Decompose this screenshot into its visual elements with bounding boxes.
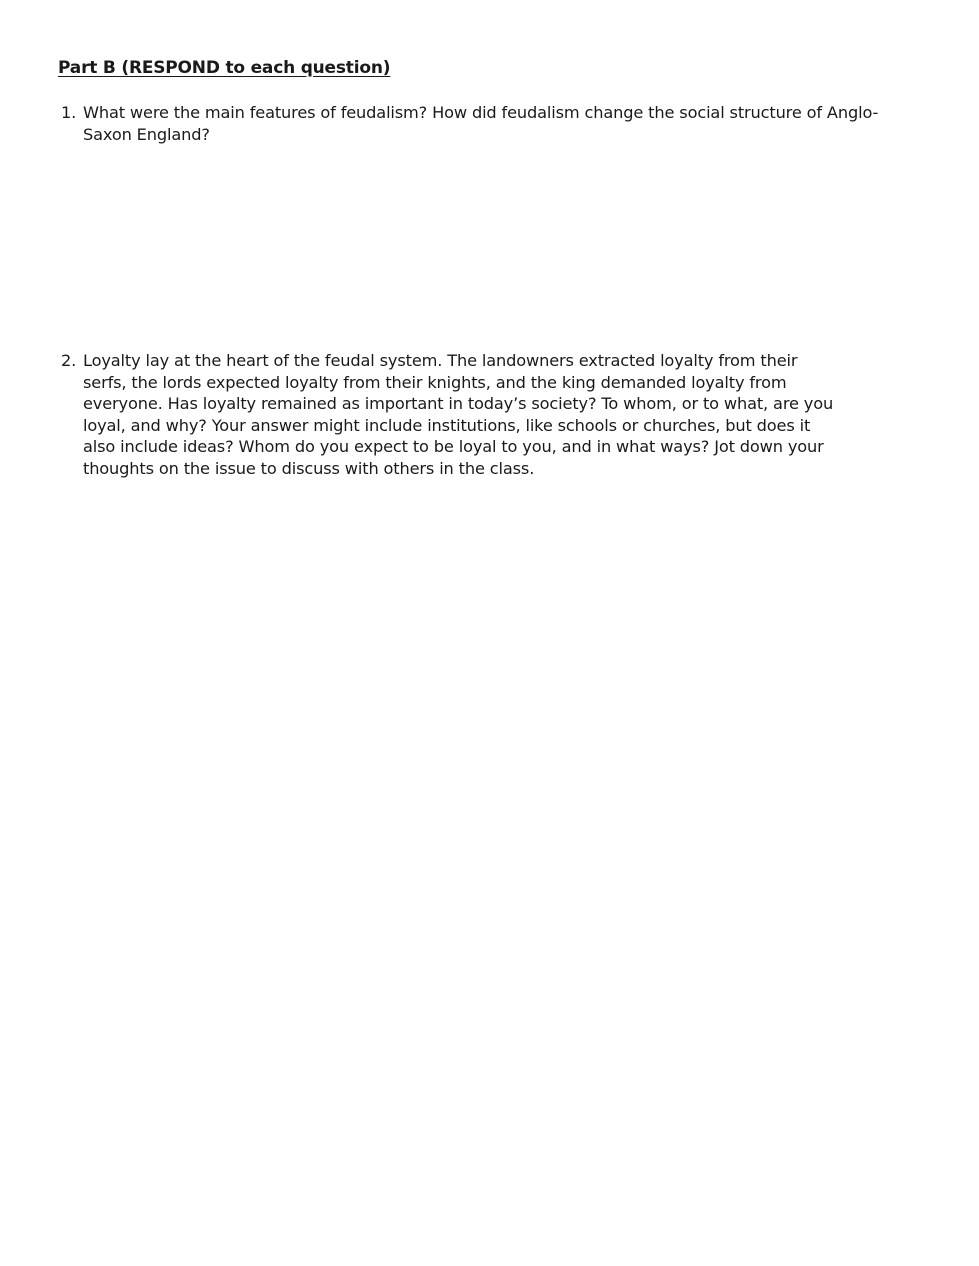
question-number: 2.: [61, 351, 77, 370]
question-number: 1.: [61, 103, 77, 122]
question-1: [58, 102, 898, 145]
section-heading: Part B (RESPOND to each question): [58, 58, 391, 78]
question-text: Loyalty lay at the heart of the feudal system. The landowners extracted loyalty from their serfs, the lords expected loyalty from their knights, and the king demanded loyalty from everyone. Has loyalty remained as important in today’s society? To whom, or to what, are you loyal, and why? Your answer might include institutions, like schools or churches, but does it also include ideas? Whom do you expect to be loyal to you, and in what ways? Jot down your thoughts on the issue to discuss with others in the class.: [83, 351, 834, 478]
question-2: [58, 350, 848, 479]
question-text: What were the main features of feudalism? How did feudalism change the social structure of Anglo-Saxon England?: [83, 103, 879, 144]
